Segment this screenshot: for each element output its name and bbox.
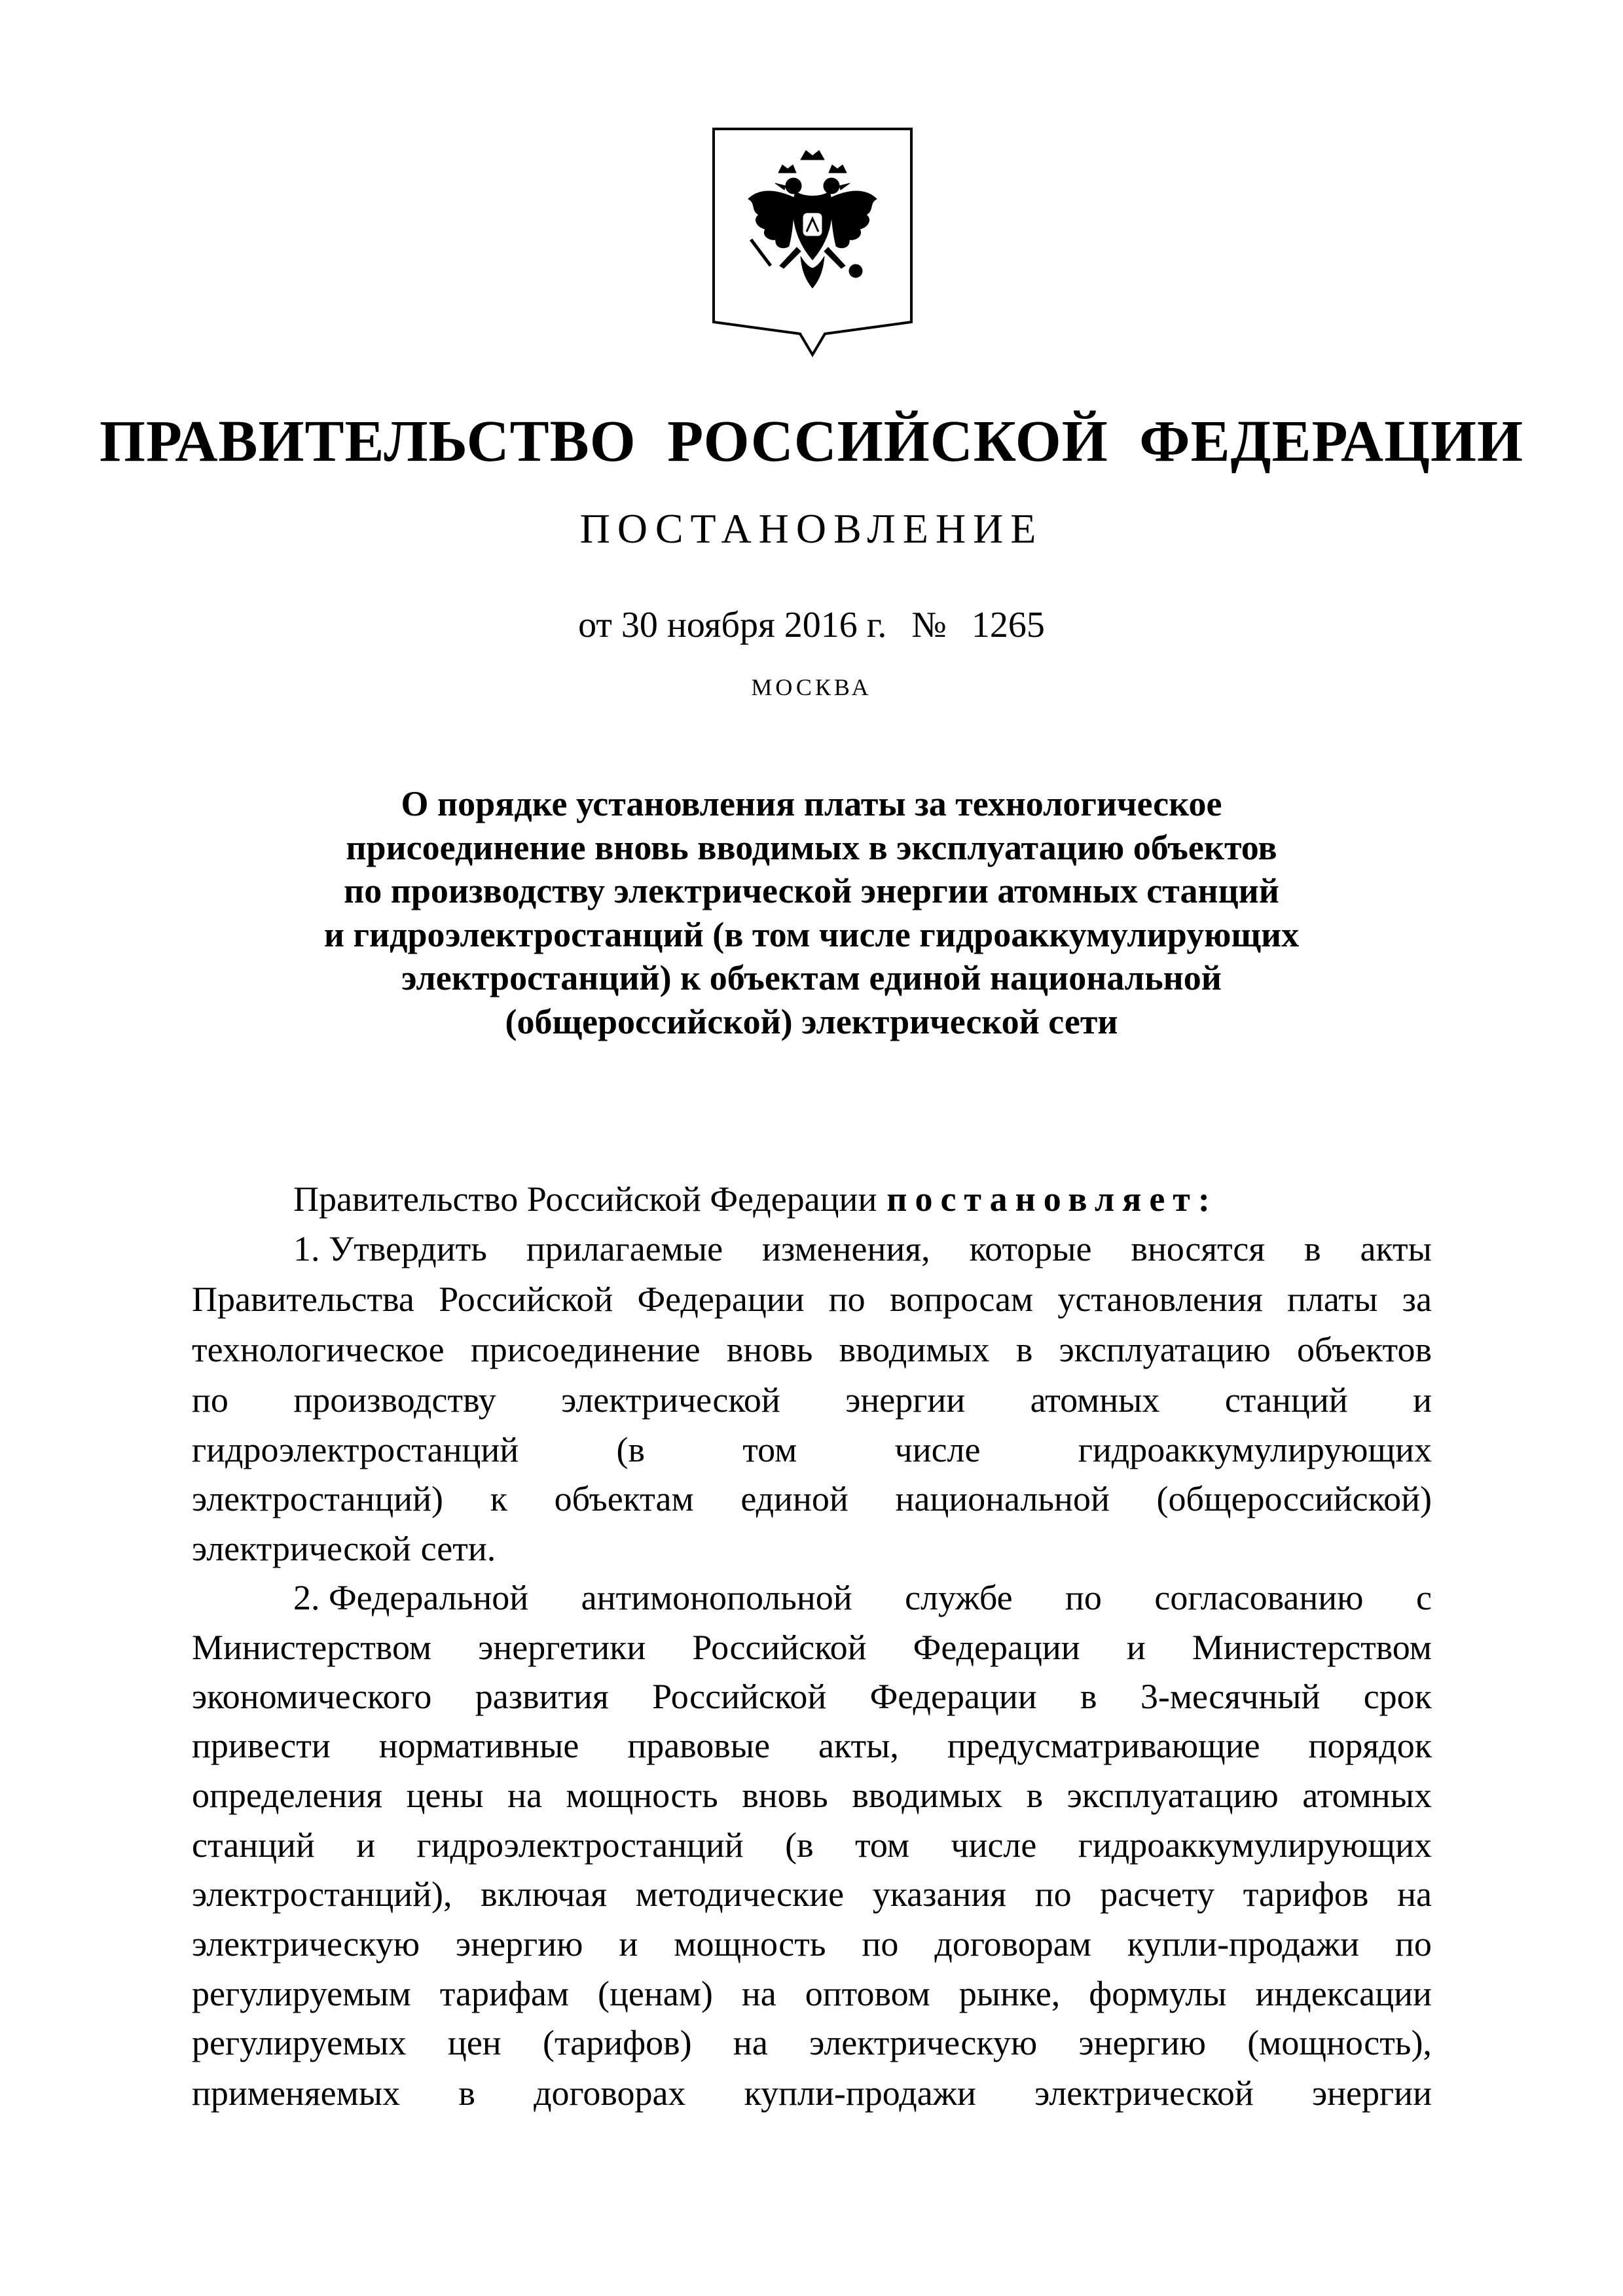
body-word: привести <box>192 1726 331 1765</box>
body-word: Российской <box>652 1677 827 1716</box>
body-line <box>192 2017 1432 2069</box>
body-word: купли-продажи <box>1127 1924 1360 1964</box>
body-word: энергию <box>1078 2023 1206 2062</box>
body-word: в <box>1304 1229 1321 1268</box>
heading-line: электростанций) к объектам единой национальной <box>401 958 1222 997</box>
body-word: и <box>356 1825 376 1865</box>
body-word: эксплуатацию <box>1059 1330 1271 1369</box>
body-word: которые <box>969 1229 1092 1268</box>
body-word: электрическую <box>192 1924 420 1964</box>
body-word: Министерством <box>192 1628 432 1667</box>
body-word: вопросам <box>889 1280 1034 1319</box>
body-word: том <box>742 1430 797 1469</box>
body-word: атомных <box>1030 1380 1160 1420</box>
body-word: Федерации <box>913 1628 1080 1667</box>
body-word: по <box>1034 1874 1072 1914</box>
preamble-text: Правительство Российской Федерации <box>293 1179 877 1219</box>
date-number-line <box>0 599 1623 651</box>
body-word: производству <box>293 1380 496 1420</box>
body-word: цены <box>406 1776 484 1815</box>
body-word: единой <box>740 1479 848 1518</box>
body-word: акты <box>1360 1229 1432 1268</box>
body-word: по <box>192 1380 228 1420</box>
body-word: срок <box>1363 1677 1432 1716</box>
body-word: эксплуатацию <box>1067 1776 1279 1815</box>
body-word: на <box>1397 1874 1432 1914</box>
body-word: Правительства <box>192 1280 414 1319</box>
body-line <box>192 1918 1432 1970</box>
body-word: числе <box>894 1430 981 1469</box>
body-word: 1. Утвердить <box>293 1229 487 1268</box>
body-word: (ценам) <box>598 1974 713 2013</box>
body-word: станций <box>192 1825 315 1865</box>
city: МОСКВА <box>751 674 872 700</box>
body-word: энергии <box>845 1380 966 1420</box>
heading-line: и гидроэлектростанций (в том числе гидроаккумулирующих <box>323 914 1300 954</box>
body-word: применяемых <box>192 2073 401 2113</box>
body-line <box>192 1621 1432 1674</box>
body-line <box>192 1424 1432 1476</box>
body-word: вносятся <box>1131 1229 1266 1268</box>
body-word: вводимых <box>852 1776 1003 1815</box>
body-word: мощность <box>566 1776 718 1815</box>
preamble <box>293 1173 1432 1225</box>
body-word: установления <box>1057 1280 1263 1319</box>
body-line <box>192 1769 1432 1821</box>
body-word: Федерации <box>637 1280 805 1319</box>
document-heading <box>0 782 1623 1043</box>
heading-line: (общероссийской) электрической сети <box>505 1001 1118 1041</box>
body-word: и <box>619 1924 638 1964</box>
body-word: электростанций), <box>192 1874 452 1914</box>
date-prefix: от <box>578 605 612 645</box>
body-line <box>192 1273 1432 1325</box>
body-word: согласованию <box>1154 1578 1364 1617</box>
body-line <box>192 1323 1432 1376</box>
body-line <box>192 1473 1432 1525</box>
body-word: предусматривающие <box>947 1726 1260 1765</box>
body-word: (в <box>785 1825 814 1865</box>
body-word: за <box>1402 1280 1432 1319</box>
body-word: службе <box>905 1578 1013 1617</box>
document-type: ПОСТАНОВЛЕНИЕ <box>579 505 1044 552</box>
body-word: (в <box>616 1430 645 1469</box>
body-word: и <box>1126 1628 1146 1667</box>
body-word: национальной <box>895 1479 1110 1518</box>
body-word: указания <box>872 1874 1007 1914</box>
body-word: энергию <box>456 1924 583 1964</box>
body-line <box>192 1670 1432 1723</box>
body-word: Российской <box>439 1280 613 1319</box>
body-word: электрической <box>561 1380 780 1420</box>
body-word: правовые <box>627 1726 771 1765</box>
body-word: регулируемым <box>192 1974 411 2013</box>
body-line <box>293 1223 1432 1275</box>
body-word: 3-месячный <box>1140 1677 1321 1716</box>
body-word: антимонопольной <box>581 1578 852 1617</box>
body-word: по <box>862 1924 899 1964</box>
body-word: Федерации <box>869 1677 1037 1716</box>
body-word: атомных <box>1302 1776 1432 1815</box>
body-word: гидроэлектростанций <box>416 1825 744 1865</box>
body-word: порядок <box>1308 1726 1432 1765</box>
body-word: с <box>1415 1578 1432 1617</box>
heading-line: О порядке установления платы за технологическое <box>401 784 1222 823</box>
body-word: на <box>507 1776 543 1815</box>
body-word: электрической <box>192 1529 411 1568</box>
body-word: изменения, <box>762 1229 930 1268</box>
body-word: в <box>1015 1330 1033 1369</box>
body-word: купли-продажи <box>744 2073 976 2113</box>
body-line <box>192 1819 1432 1871</box>
body-line <box>192 1522 1432 1575</box>
body-word: тарифов <box>1243 1874 1369 1914</box>
body-word: договорах <box>534 2073 686 2113</box>
body-word: платы <box>1287 1280 1378 1319</box>
body-word: нормативные <box>378 1726 579 1765</box>
body-word: методические <box>635 1874 845 1914</box>
body-word: гидроэлектростанций <box>192 1430 519 1469</box>
body-word: вновь <box>726 1330 813 1369</box>
body-word: энергии <box>1311 2073 1432 2113</box>
body-word: том <box>854 1825 909 1865</box>
body-word: к <box>490 1479 507 1518</box>
body-word: электростанций) <box>192 1479 444 1518</box>
body-word: по <box>828 1280 866 1319</box>
body-line <box>192 1868 1432 1920</box>
body-line <box>192 1719 1432 1772</box>
body-word: электрическую <box>809 2023 1038 2062</box>
body-line <box>192 1374 1432 1426</box>
body-line <box>192 2067 1432 2119</box>
body-word: Министерством <box>1192 1628 1432 1667</box>
body-word: в <box>458 2073 475 2113</box>
body-word: и <box>1413 1380 1432 1420</box>
heading-line: присоединение вновь вводимых в эксплуатацию объектов <box>346 827 1277 867</box>
body-word: экономического <box>192 1677 432 1716</box>
body-word: включая <box>481 1874 608 1914</box>
body-word: акты, <box>818 1726 899 1765</box>
body-word: (тарифов) <box>543 2023 692 2062</box>
body-line <box>293 1571 1432 1624</box>
body-word: гидроаккумулирующих <box>1078 1825 1432 1865</box>
body-word: расчету <box>1100 1874 1215 1914</box>
body-word: гидроаккумулирующих <box>1078 1430 1432 1469</box>
preamble-emphasis: постановляет: <box>886 1179 1218 1219</box>
body-word: числе <box>951 1825 1037 1865</box>
body-word: Российской <box>692 1628 867 1667</box>
body-word: договорам <box>934 1924 1091 1964</box>
body-word: индексации <box>1255 1974 1432 2013</box>
body-word: вновь <box>742 1776 828 1815</box>
body-word: энергетики <box>478 1628 646 1667</box>
body-word: электрической <box>1034 2073 1254 2113</box>
body-word: мощность <box>674 1924 826 1964</box>
body-word: объектам <box>554 1479 694 1518</box>
body-word: развития <box>475 1677 609 1716</box>
body-word: определения <box>192 1776 383 1815</box>
body-line <box>192 1967 1432 2020</box>
body-word: технологическое <box>192 1330 445 1369</box>
body-word: (общероссийской) <box>1156 1479 1432 1518</box>
body-word: тарифам <box>439 1974 570 2013</box>
body-word: по <box>1395 1924 1432 1964</box>
body-word: оптовом <box>805 1974 930 2013</box>
body-word: в <box>1080 1677 1097 1716</box>
body-word: вводимых <box>839 1330 990 1369</box>
body-word: прилагаемые <box>526 1229 723 1268</box>
body-word: регулируемых <box>192 2023 407 2062</box>
body-word: сети. <box>420 1529 496 1568</box>
body-word: цен <box>447 2023 501 2062</box>
body-word: в <box>1026 1776 1044 1815</box>
body-word: присоединение <box>470 1330 701 1369</box>
document-date: 30 ноября 2016 г. <box>621 605 887 645</box>
number-sign: № <box>911 605 947 645</box>
document-number: 1265 <box>971 605 1045 645</box>
body-word: рынке, <box>958 1974 1061 2013</box>
body-word: объектов <box>1297 1330 1432 1369</box>
body-word: станций <box>1224 1380 1348 1420</box>
body-word: по <box>1065 1578 1102 1617</box>
coat-of-arms-icon <box>710 126 915 358</box>
government-name: ПРАВИТЕЛЬСТВО РОССИЙСКОЙ ФЕДЕРАЦИИ <box>99 409 1524 474</box>
body-word: формулы <box>1089 1974 1227 2013</box>
body-word: на <box>741 1974 776 2013</box>
body-word: 2. Федеральной <box>293 1578 529 1617</box>
body-word: на <box>733 2023 768 2062</box>
body-word: (мощность), <box>1247 2023 1432 2062</box>
heading-line: по производству электрической энергии атомных станций <box>344 871 1279 910</box>
